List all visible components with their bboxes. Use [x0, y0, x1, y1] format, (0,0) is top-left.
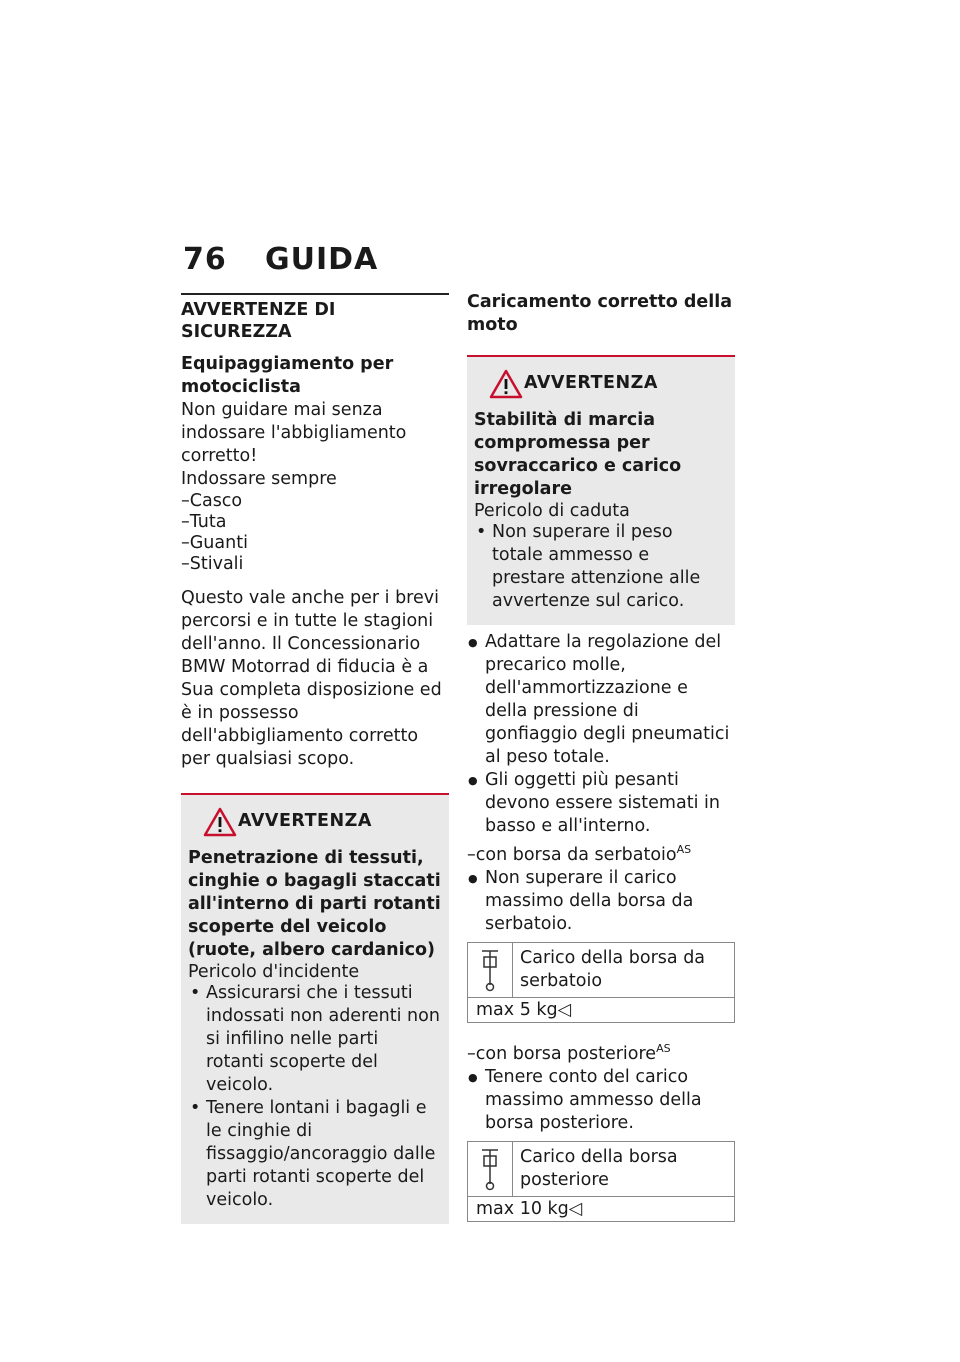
- gear-item: – Guanti: [181, 533, 449, 554]
- tank-bag-label: –con borsa da serbatoio$^{AS}$: [467, 843, 692, 865]
- always-wear-text: Indossare sempre: [181, 469, 337, 489]
- intro-text: Non guidare mai senza indossare l'abbigliamento corretto!: [181, 400, 407, 466]
- gear-item: – Stivali: [181, 554, 449, 575]
- warning-risk: Pericolo d'incidente: [188, 962, 360, 982]
- right-column: [467, 291, 735, 1232]
- warning-triangle-icon: [203, 807, 237, 837]
- rear-bag-notes: [467, 1066, 735, 1135]
- subheading-equipment: Equipaggiamento per motociclista: [181, 354, 394, 397]
- gear-item: – Casco: [181, 491, 449, 512]
- warning-item: • Assicurarsi che i tessuti indossati non aderenti non si infilino nelle parti rotanti scoperte del veicolo.: [188, 982, 441, 1097]
- warning-subtitle: Stabilità di marcia compromessa per sovraccarico e carico irregolare: [474, 410, 682, 499]
- warning-triangle-icon: [489, 369, 523, 399]
- warning-subtitle: Penetrazione di tessuti, cinghie o bagagli staccati all'interno di parti rotanti scoperte del veicolo (ruote, albero cardanico): [188, 848, 441, 960]
- rear-bag-table: [467, 1141, 735, 1222]
- warning-title: AVVERTENZA: [238, 811, 372, 831]
- warning-item: • Non superare il peso totale ammesso e prestare attenzione alle avvertenze sul carico.: [474, 521, 727, 613]
- section-title-loading: Caricamento corretto della moto: [467, 292, 733, 335]
- page-number: 76: [183, 242, 227, 277]
- tank-bag-table-value: max 5 kg◁: [476, 999, 572, 1020]
- rear-bag-note: ● Tenere conto del carico massimo ammesso della borsa posteriore.: [467, 1066, 735, 1135]
- loading-tip: ● Adattare la regolazione del precarico molle, dell'ammortizzazione e della pressione di gonfiaggio degli pneumatici al peso totale.: [467, 631, 735, 769]
- tank-bag-table-label: Carico della borsa da serbatoio: [520, 947, 706, 991]
- warning-box-load: [467, 355, 735, 625]
- chapter-title: GUIDA: [265, 242, 379, 277]
- rear-bag-label: –con borsa posteriore$^{AS}$: [467, 1041, 671, 1064]
- tank-bag-notes: [467, 867, 735, 936]
- tank-bag-table: [467, 942, 735, 1023]
- gear-item: – Tuta: [181, 512, 449, 533]
- section-title-safety: AVVERTENZE DI SICUREZZA: [181, 293, 449, 343]
- rear-bag-table-value: max 10 kg◁: [476, 1198, 583, 1219]
- warning-item: • Tenere lontani i bagagli e le cinghie di fissaggio/ancoraggio dalle parti rotanti scoperte del veicolo.: [188, 1097, 441, 1212]
- warning-list: [188, 982, 441, 1212]
- loading-tip: ● Gli oggetti più pesanti devono essere sistemati in basso e all'interno.: [467, 769, 735, 838]
- gear-list: [181, 491, 449, 575]
- warning-list: [474, 521, 727, 613]
- loading-tips: [467, 631, 735, 838]
- warning-title: AVVERTENZA: [524, 373, 658, 393]
- tank-bag-note: ● Non superare il carico massimo della borsa da serbatoio.: [467, 867, 735, 936]
- warning-box-fabrics: [181, 793, 449, 1224]
- left-column: [181, 293, 449, 1224]
- rear-bag-table-label: Carico della borsa posteriore: [520, 1146, 678, 1190]
- page-header: [183, 242, 733, 282]
- info-paragraph: Questo vale anche per i brevi percorsi e in tutte le stagioni dell'anno. Il Concessionario BMW Motorrad di fiducia è a Sua completa disposizione ed è in possesso dell'abbigliamento corretto per qualsiasi scopo.: [181, 588, 442, 769]
- weight-gauge-icon: [468, 1142, 512, 1196]
- warning-risk: Pericolo di caduta: [474, 501, 630, 521]
- weight-gauge-icon: [468, 943, 512, 997]
